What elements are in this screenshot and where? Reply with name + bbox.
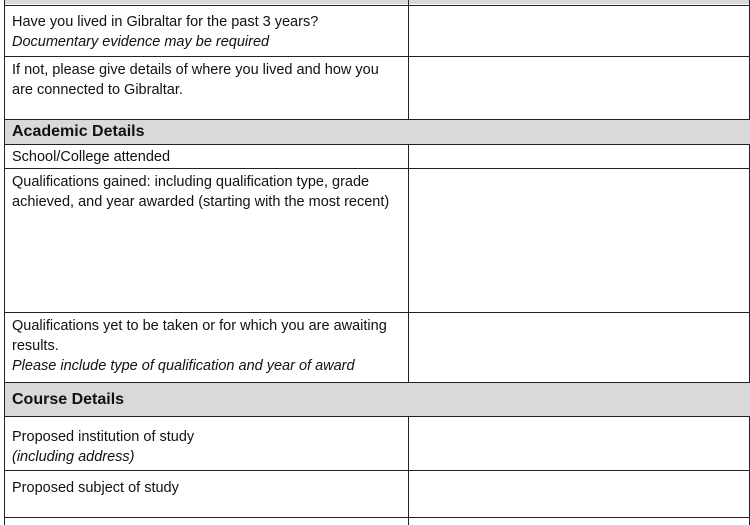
residence-question-note: Documentary evidence may be required bbox=[12, 34, 270, 50]
section-header-cutoff bbox=[5, 0, 750, 4]
subject-cell bbox=[5, 476, 408, 517]
subject-label: Proposed subject of study bbox=[12, 480, 179, 496]
next-row-cutoff bbox=[5, 518, 408, 525]
institution-label: Proposed institution of study bbox=[12, 429, 195, 445]
institution-cell bbox=[5, 425, 408, 470]
qualifications-gained-label: Qualifications gained: including qualification type, grade achieved, and year awarded (starting with the most recent) bbox=[12, 174, 390, 210]
connection-details-cell bbox=[5, 58, 408, 118]
school-field[interactable] bbox=[409, 145, 750, 168]
pending-qualifications-field[interactable] bbox=[409, 313, 750, 382]
connection-details-field[interactable] bbox=[409, 57, 750, 119]
residence-question-label: Have you lived in Gibraltar for the past 3 years? bbox=[12, 14, 319, 30]
academic-details-header: Academic Details bbox=[5, 120, 750, 144]
qualifications-gained-cell bbox=[5, 170, 408, 312]
school-cell bbox=[5, 145, 408, 168]
pending-qualifications-cell bbox=[5, 314, 408, 382]
institution-note: (including address) bbox=[12, 449, 135, 465]
school-label: School/College attended bbox=[12, 149, 171, 165]
connection-details-label: If not, please give details of where you lived and how you are connected to Gibraltar. bbox=[12, 62, 379, 98]
institution-field[interactable] bbox=[409, 417, 750, 470]
qualifications-gained-field[interactable] bbox=[409, 169, 750, 312]
pending-qualifications-label: Qualifications yet to be taken or for which you are awaiting results. bbox=[12, 318, 387, 354]
pending-qualifications-note: Please include type of qualification and year of award bbox=[12, 358, 355, 374]
residence-answer-field[interactable] bbox=[409, 6, 750, 56]
subject-field[interactable] bbox=[409, 471, 750, 517]
residence-question-cell bbox=[5, 10, 408, 56]
course-details-header: Course Details bbox=[5, 383, 750, 416]
